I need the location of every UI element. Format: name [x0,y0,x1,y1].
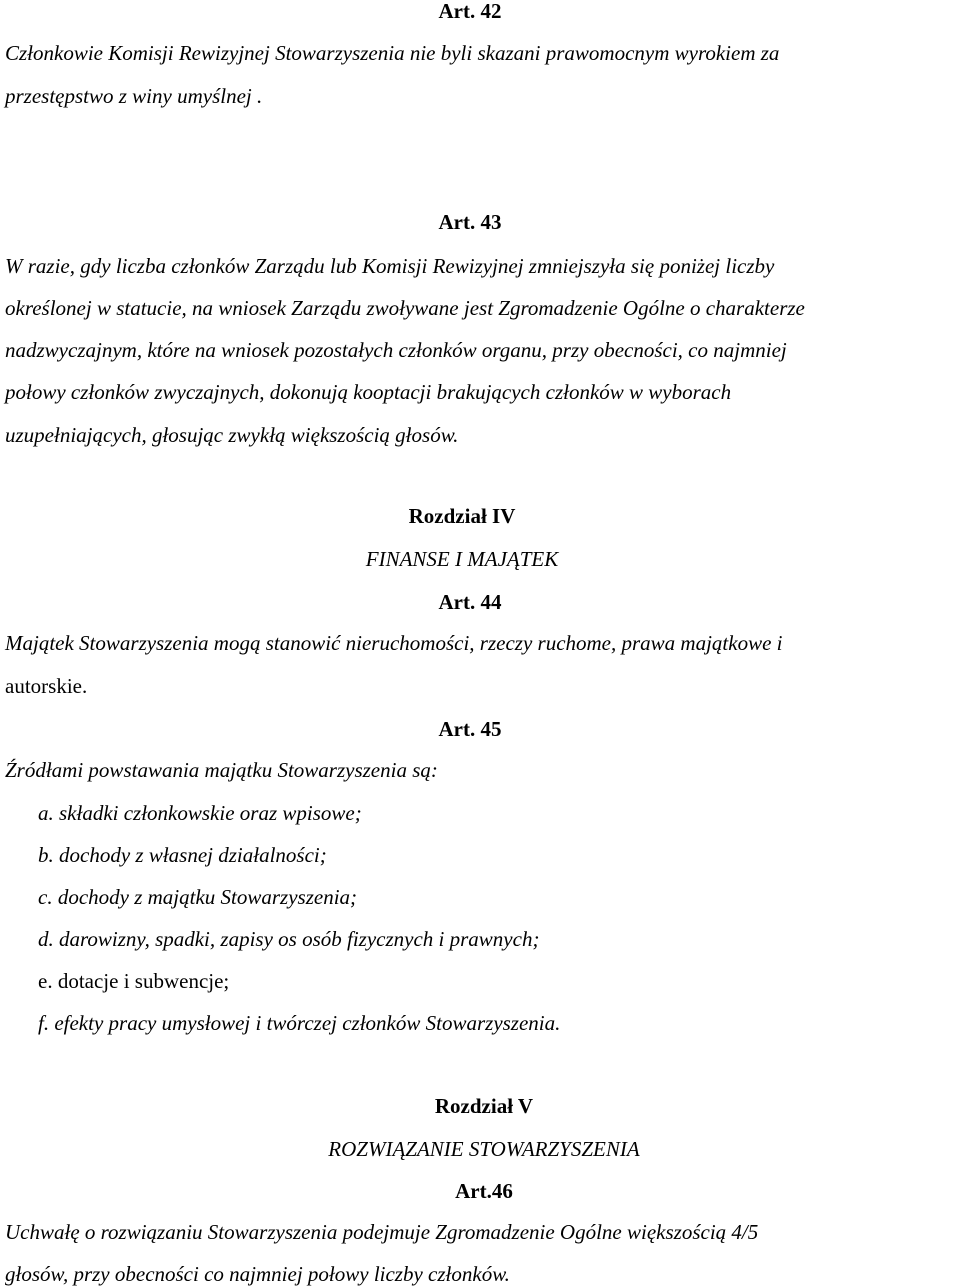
art-43-line-3: nadzwyczajnym, które na wniosek pozostałych członków organu, przy obecności, co najmniej [5,338,787,362]
art-43-line-1: W razie, gdy liczba członków Zarządu lub Komisji Rewizyjnej zmniejszyła się poniżej liczby [5,254,775,278]
chapter-5-title: ROZWIĄZANIE STOWARZYSZENIA [328,1137,640,1161]
art-43-heading: Art. 43 [438,210,502,234]
art-45-item-b: b. dochody z własnej działalności; [38,843,327,867]
art-45-intro: Źródłami powstawania majątku Stowarzyszenia są: [5,758,438,782]
art-46-heading: Art.46 [455,1179,513,1203]
art-45-heading: Art. 45 [438,717,502,741]
art-44-line-1: Majątek Stowarzyszenia mogą stanowić nieruchomości, rzeczy ruchome, prawa majątkowe i [5,631,783,655]
art-44-line-2: autorskie. [5,674,88,698]
art-43-line-4: połowy członków zwyczajnych, dokonują kooptacji brakujących członków w wyborach [5,380,732,404]
art-43-line-5: uzupełniających, głosując zwykłą większością głosów. [5,423,459,447]
chapter-4-number: Rozdział IV [408,504,516,528]
chapter-5-number: Rozdział V [434,1094,534,1118]
art-45-item-a: a. składki członkowskie oraz wpisowe; [38,801,362,825]
art-42-heading: Art. 42 [438,0,502,23]
art-46-line-2: głosów, przy obecności co najmniej połowy liczby członków. [5,1262,510,1286]
art-44-heading: Art. 44 [438,590,502,614]
art-42-line-1: Członkowie Komisji Rewizyjnej Stowarzyszenia nie byli skazani prawomocnym wyrokiem za [5,41,780,65]
art-46-line-1: Uchwałę o rozwiązaniu Stowarzyszenia podejmuje Zgromadzenie Ogólne większością 4/5 [5,1220,759,1244]
art-45-item-c: c. dochody z majątku Stowarzyszenia; [38,885,358,909]
art-43-line-2: określonej w statucie, na wniosek Zarządu zwoływane jest Zgromadzenie Ogólne o charakterze [5,296,805,320]
art-45-item-f: f. efekty pracy umysłowej i twórczej członków Stowarzyszenia. [38,1011,561,1035]
art-45-item-e: e. dotacje i subwencje; [38,969,230,993]
art-42-line-2: przestępstwo z winy umyślnej . [5,84,263,108]
chapter-4-title: FINANSE I MAJĄTEK [365,547,559,571]
art-45-item-d: d. darowizny, spadki, zapisy os osób fizycznych i prawnych; [38,927,540,951]
